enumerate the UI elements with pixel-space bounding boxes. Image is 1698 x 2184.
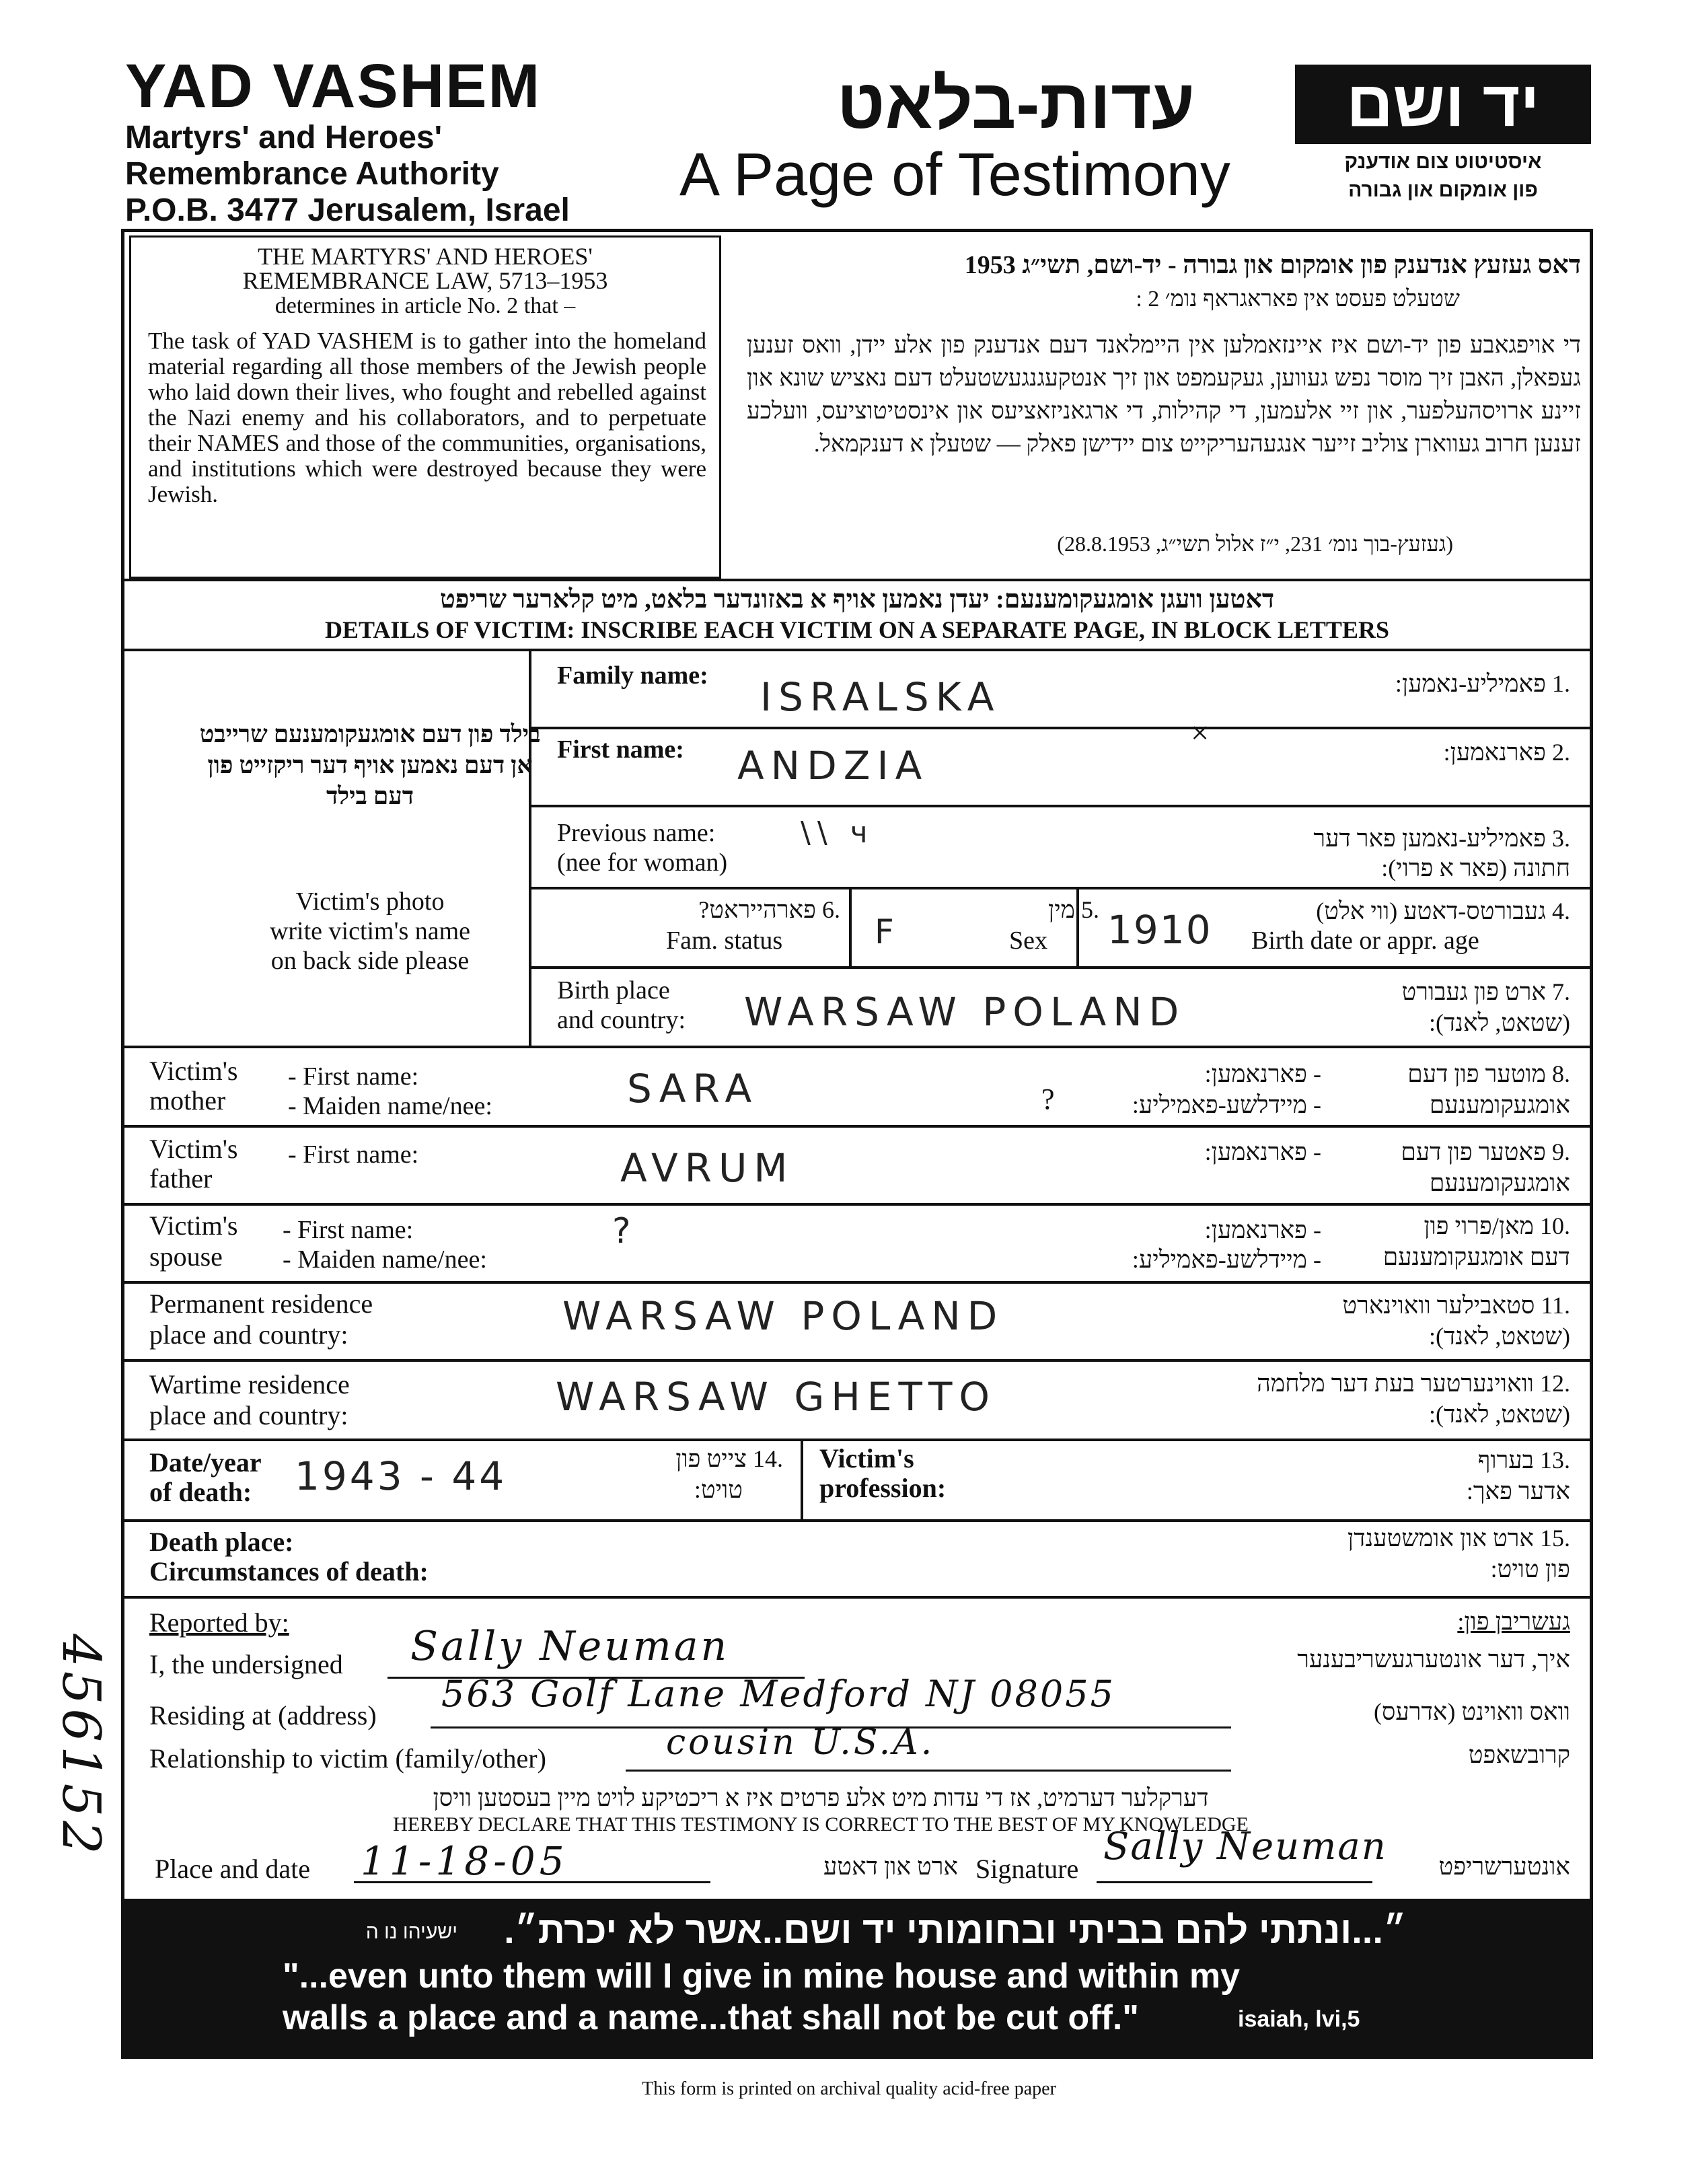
- photo-line-3: on back side please: [270, 947, 470, 975]
- footer-quote-1: "...even unto them will I give in mine house and within my: [283, 1957, 1241, 1996]
- previous-name-label-2: (nee for woman): [557, 848, 728, 877]
- death-date-value: 1943 - 44: [295, 1453, 507, 1499]
- law-yiddish-title: דאס געזעץ אנדענק פון אומקום און גבורה - יד-ושם, תשי״ג 1953: [964, 251, 1581, 279]
- signature-value: Sally Neuman: [1103, 1825, 1387, 1868]
- wartime-residence-heb-1: .12 וואוינערטער בעת דער מלחמה: [1257, 1370, 1570, 1397]
- birth-date-heb: .4 געבורטס-דאטע (ווי אלט): [1316, 898, 1570, 924]
- org-line-3: P.O.B. 3477 Jerusalem, Israel: [125, 192, 570, 228]
- title-yiddish: עדות-בלאט: [837, 65, 1195, 143]
- spouse-heb-1: .10 מאן/פרוי פון: [1424, 1212, 1570, 1239]
- undersigned-label: I, the undersigned: [149, 1649, 343, 1679]
- yad-vashem-logo: יד ושם: [1295, 65, 1591, 144]
- mother-label-2: mother: [149, 1085, 226, 1116]
- father-label-1: Victim's: [149, 1134, 238, 1164]
- mother-mark: ?: [1041, 1083, 1055, 1116]
- spouse-label-1: Victim's: [149, 1210, 238, 1241]
- spouse-value: ?: [612, 1211, 638, 1251]
- family-name-value: ISRALSKA: [760, 674, 1001, 720]
- page-title: A Page of Testimony: [679, 141, 1230, 209]
- reported-by-heb: געשריבן פון:: [1457, 1608, 1570, 1635]
- undersigned-heb: איך, דער אונטערגעשריבענער: [1297, 1646, 1570, 1673]
- family-name-mark: ×: [1191, 715, 1210, 751]
- footer-hebrew-quote: ״...ונתתי להם בביתי ובחומותי יד ושם..אשר לא יכרת״.: [504, 1909, 1407, 1951]
- birth-place-heb-1: .7 ארט פון געבורט: [1401, 978, 1570, 1005]
- footer-quote-ref: isaiah, lvi,5: [1238, 2006, 1360, 2032]
- sex-value: F: [875, 912, 901, 951]
- reporter-name-value: Sally Neuman: [410, 1623, 730, 1670]
- father-heb-sub-1: - פארנאמען:: [1204, 1138, 1321, 1165]
- permanent-residence-heb-1: .11 סטאבילער וואוינארט: [1342, 1292, 1570, 1319]
- org-name: YAD VASHEM: [125, 52, 542, 120]
- permanent-residence-value: WARSAW POLAND: [562, 1293, 1004, 1339]
- footer-quote-2: walls a place and a name...that shall not be cut off.": [283, 1998, 1139, 2037]
- previous-name-value: \\ ч: [801, 815, 875, 850]
- law-yiddish-sub: שטעלט פעסט אין פאראגראף נומ׳ 2 :: [1136, 287, 1460, 312]
- org-line-1: Martyrs' and Heroes': [125, 120, 442, 155]
- profession-label-1: Victim's: [819, 1443, 914, 1473]
- father-heb-1: .9 פאטער פון דעם: [1401, 1138, 1570, 1165]
- permanent-residence-label-1: Permanent residence: [149, 1288, 373, 1319]
- mother-sub-1: - First name:: [288, 1062, 419, 1091]
- relationship-heb: קרובשאפט: [1468, 1741, 1570, 1768]
- reported-by-label: Reported by:: [149, 1607, 289, 1638]
- death-date-heb-1: .14 צייט פון: [675, 1445, 783, 1472]
- photo-line-1: Victim's photo: [295, 887, 445, 916]
- law-title-2: REMEMBRANCE LAW, 5713–1953: [242, 267, 608, 294]
- previous-name-label-1: Previous name:: [557, 819, 716, 847]
- logo-sub-1: איסטיטוט צום אודענק: [1344, 151, 1542, 173]
- wartime-residence-label-2: place and country:: [149, 1400, 348, 1430]
- father-heb-2: אומגעקומענעם: [1429, 1169, 1570, 1196]
- sex-label: Sex: [1009, 926, 1047, 955]
- birth-place-label-2: and country:: [557, 1006, 686, 1034]
- first-name-heb: .2 פארנאמען:: [1443, 739, 1570, 766]
- spouse-heb-sub-2: - מיידלשע-פאמיליע:: [1132, 1246, 1321, 1273]
- first-name-value: ANDZIA: [737, 743, 929, 789]
- death-date-heb-2: טויט:: [694, 1476, 743, 1503]
- previous-name-heb-2: חתונה (פאר א פרוי):: [1381, 854, 1570, 881]
- birth-place-value: WARSAW POLAND: [744, 989, 1186, 1035]
- father-label-2: father: [149, 1163, 213, 1194]
- relationship-label: Relationship to victim (family/other): [149, 1743, 546, 1774]
- sex-heb: .5 מין: [1048, 896, 1099, 923]
- death-date-label-1: Date/year: [149, 1447, 262, 1478]
- spouse-heb-2: דעם אומגעקומענעם: [1382, 1243, 1570, 1270]
- mother-value: SARA: [627, 1066, 759, 1112]
- law-body: The task of YAD VASHEM is to gather into the homeland material regarding all those members of the Jewish people who laid down their lives, who fought and rebelled against the Nazi enemy and his collaborators, and to perpetuate their NAMES and those of the communities, organisations, and institutions which were destroyed because they were Jewish.: [148, 328, 706, 507]
- spouse-heb-sub-1: - פארנאמען:: [1204, 1216, 1321, 1243]
- mother-heb-sub-1: - פארנאמען:: [1204, 1060, 1321, 1087]
- place-date-label: Place and date: [155, 1854, 310, 1884]
- fam-status-heb: .6 פארהייראט?: [698, 896, 840, 923]
- permanent-residence-label-2: place and country:: [149, 1319, 348, 1350]
- wartime-residence-heb-2: (שטאט, לאנד):: [1428, 1401, 1570, 1428]
- archival-note: This form is printed on archival quality acid-free paper: [642, 2078, 1056, 2099]
- birth-place-label-1: Birth place: [557, 976, 670, 1005]
- photo-line-2: write victim's name: [269, 917, 471, 945]
- signature-heb: אונטערשריפט: [1438, 1853, 1570, 1880]
- law-yiddish-body: די אויפגאבע פון יד-ושם איז איינזאמלען אין היימלאנד דעם אנדענק פון אלע יידן, וואס זענען געפאלן, האבן זיך מוסר נפש געווען, געקעמפט און זיך אנטקעגנגעשטעלט דעם נאציש שונא און זיינע ארויסהעלפער, און זיי אלעמען, די קהילות, די ארגאניזאציעס און אינסטיטוציעס, וועלכע זענען חרוב געווארן צוליב זייער אנגעהעריקייט צום יידישן פאלק — שטעלן א דענקמאל.: [747, 332, 1581, 457]
- father-sub-1: - First name:: [288, 1140, 419, 1169]
- law-title-1: THE MARTYRS' AND HEROES': [258, 243, 593, 270]
- place-date-heb: ארט און דאטע: [823, 1853, 958, 1880]
- address-label: Residing at (address): [149, 1700, 377, 1731]
- law-yiddish-ref: (געזעץ-בוך נומ׳ 231, י״ז אלול תשי״ג, 28.8.1953): [1057, 532, 1453, 556]
- profession-label-2: profession:: [819, 1473, 947, 1503]
- address-heb: וואס וואוינט (אדרעס): [1373, 1698, 1570, 1725]
- death-place-label-2: Circumstances of death:: [149, 1556, 429, 1587]
- birth-date-value: 1910: [1107, 907, 1212, 953]
- spouse-label-2: spouse: [149, 1241, 223, 1272]
- death-place-label-1: Death place:: [149, 1527, 294, 1557]
- mother-sub-2: - Maiden name/nee:: [288, 1092, 492, 1120]
- previous-name-heb-1: .3 פאמיליע-נאמען פאר דער: [1313, 825, 1570, 852]
- family-name-heb: .1 פאמיליע-נאמען:: [1395, 670, 1570, 697]
- law-title-3: determines in article No. 2 that –: [274, 293, 576, 318]
- declare-english: HEREBY DECLARE THAT THIS TESTIMONY IS CORRECT TO THE BEST OF MY KNOWLEDGE: [393, 1813, 1249, 1835]
- footer-hebrew-ref: ישעיהו נו ה: [365, 1921, 457, 1943]
- profession-heb-2: אדער פאך:: [1466, 1478, 1570, 1504]
- death-place-heb-2: פון טויט:: [1490, 1556, 1570, 1582]
- mother-heb-1: .8 מוטער פון דעם: [1407, 1060, 1570, 1087]
- wartime-residence-label-1: Wartime residence: [149, 1369, 350, 1399]
- details-heading: DETAILS OF VICTIM: INSCRIBE EACH VICTIM ON A SEPARATE PAGE, IN BLOCK LETTERS: [325, 616, 1389, 643]
- death-date-label-2: of death:: [149, 1477, 252, 1507]
- relationship-value: cousin U.S.A.: [666, 1722, 935, 1763]
- family-name-label: Family name:: [557, 661, 708, 690]
- signature-label: Signature: [975, 1854, 1079, 1884]
- birth-date-label: Birth date or appr. age: [1251, 926, 1479, 955]
- profession-heb-1: .13 בערוף: [1477, 1447, 1570, 1473]
- mother-heb-sub-2: - מיידלשע-פאמיליע:: [1132, 1091, 1321, 1118]
- logo-sub-2: פון אומקום און גבורה: [1348, 179, 1538, 201]
- mother-label-1: Victim's: [149, 1056, 238, 1086]
- place-date-value: 11-18-05: [361, 1838, 568, 1884]
- birth-place-heb-2: (שטאט, לאנד):: [1428, 1009, 1570, 1036]
- photo-yiddish: בילד פון דעם אומגעקומענעם שרייבט אן דעם נאמען אויף דער ריקזייט פון דעם בילד: [199, 721, 541, 809]
- spouse-sub-1: - First name:: [283, 1216, 414, 1244]
- margin-number: 456152: [50, 1634, 111, 1858]
- details-heading-yiddish: דאטען וועגן אומגעקומענעם: יעדן נאמען אויף א באזונדער בלאט, מיט קלארער שריפט: [439, 585, 1275, 614]
- father-value: AVRUM: [620, 1145, 795, 1191]
- death-place-heb-1: .15 ארט און אומשטענדן: [1348, 1525, 1570, 1552]
- org-line-2: Remembrance Authority: [125, 156, 499, 192]
- permanent-residence-heb-2: (שטאט, לאנד):: [1428, 1323, 1570, 1350]
- wartime-residence-value: WARSAW GHETTO: [556, 1374, 997, 1420]
- spouse-sub-2: - Maiden name/nee:: [283, 1245, 487, 1274]
- address-value: 563 Golf Lane Medford NJ 08055: [441, 1673, 1115, 1715]
- first-name-label: First name:: [557, 735, 684, 764]
- declare-yiddish: דערקלער דערמיט, אז די עדות מיט אלע פרטים איז א ריכטיקע לויט מיין בעסטען וויסן: [433, 1784, 1209, 1811]
- fam-status-label: Fam. status: [666, 926, 783, 955]
- mother-heb-2: אומגעקומענעם: [1429, 1091, 1570, 1118]
